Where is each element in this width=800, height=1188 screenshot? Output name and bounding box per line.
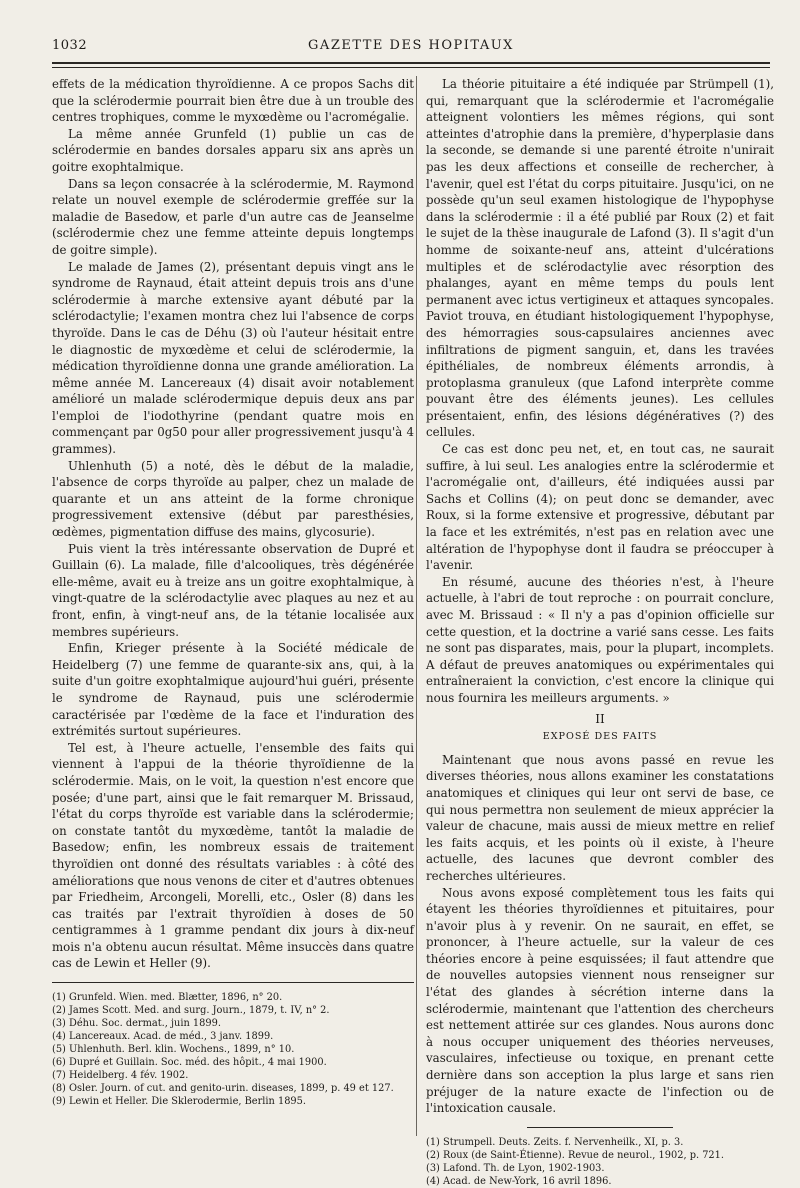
footnote: (5) Uhlenhuth. Berl. klin. Wochens., 1899, n° 10. xyxy=(52,1044,295,1056)
footnotes-right xyxy=(426,1136,774,1188)
column-divider xyxy=(416,76,417,1136)
right-column xyxy=(426,76,774,1188)
footnote: (8) Osler. Journ. of cut. and genito-urin. diseases, 1899, p. 49 et 127. xyxy=(52,1083,394,1095)
footnote: (9) Lewin et Heller. Die Sklerodermie, Berlin 1895. xyxy=(52,1096,307,1108)
footnote: (1) Grunfeld. Wien. med. Blætter, 1896, n° 20. xyxy=(52,992,283,1004)
footnote: (7) Heidelberg. 4 fév. 1902. xyxy=(52,1070,189,1082)
paragraph: Ce cas est donc peu net, et, en tout cas, ne saurait suffire, à lui seul. Les analogies entre la sclérodermie et l'acromégalie ont, d'ailleurs, été indiquées aussi par Sachs et Collins (4); on peut donc se demander, avec Roux, si la forme extensive et progressive, débutant par la face et les extrémités, n'est pas en relation avec une altération de l'hypophyse dont il faudra se préoccuper à l'avenir. xyxy=(426,442,774,573)
running-title: GAZETTE DES HOPITAUX xyxy=(308,38,514,53)
footnote-rule xyxy=(527,1127,673,1128)
footnote: (2) Roux (de Saint-Étienne). Revue de neurol., 1902, p. 721. xyxy=(426,1149,725,1161)
section-title: EXPOSÉ DES FAITS xyxy=(542,731,658,743)
footnote: (6) Dupré et Guillain. Soc. méd. des hôpit., 4 mai 1900. xyxy=(52,1057,327,1069)
paragraph: La théorie pituitaire a été indiquée par Strümpell (1), qui, remarquant que la sclérodermie et l'acromégalie atteignent volontiers les mêmes régions, qui sont atteintes d'atrophie dans la première, d'hyperplasie dans la seconde, se demande si une parenté étroite n'unirait pas les deux affections et conseille de rechercher, à l'avenir, quel est l'état du corps pituitaire. Jusqu'ici, on ne possède qu'un seul examen histologique de l'hypophyse dans la sclérodermie : il a été publié par Roux (2) et fait le sujet de la thèse inaugurale de Lafond (3). Il s'agit d'un homme de soixante-neuf ans, atteint d'ulcérations multiples et de sclérodactylie avec résorption des phalanges, ayant en même temps du pouls lent permanent avec ictus vertigineux et attaques syncopales. Paviot trouva, en étudiant histologiquement l'hypophyse, des hémorragies sous-capsulaires anciennes avec infiltrations de pigment sanguin, et, dans les travées épithéliales, de nombreux éléments arrondis, à protoplasma granuleux (que Lafond interprète comme pouvant être des éléments jeunes). Les cellules présentaient, enfin, des lésions dégénératives (?) des cellules. xyxy=(426,77,774,440)
footnote: (3) Déhu. Soc. dermat., juin 1899. xyxy=(52,1018,221,1030)
footnote-rule xyxy=(52,982,414,983)
footnote: (4) Lancereaux. Acad. de méd., 3 janv. 1899. xyxy=(52,1031,274,1043)
paragraph: En résumé, aucune des théories n'est, à l'heure actuelle, à l'abri de tout reproche : on pourrait conclure, avec M. Brissaud : « Il n'y a pas d'opinion officielle sur cette question, et la doctrine a varié sans cesse. Les faits ne sont pas disparates, mais, pour la plupart, incomplets. A défaut de preuves anatomiques ou expérimentales qui entraîneraient la conviction, c'est encore la clinique qui nous fournira les meilleurs arguments. » xyxy=(426,574,774,705)
paragraph: Tel est, à l'heure actuelle, l'ensemble des faits qui viennent à l'appui de la théorie thyroïdienne de la sclérodermie. Mais, on le voit, la question n'est encore que posée; d'une part, ainsi que le fait remarquer M. Brissaud, l'état du corps thyroïde est variable dans la sclérodermie; on constate tantôt du myxœdème, tantôt la maladie de Basedow; enfin, les nombreux essais de traitement thyroïdien ont donné des résultats variables : à côté des améliorations que nous venons de citer et d'autres obtenues par Friedheim, Arcongeli, Morelli, etc., Osler (8) dans les cas traités par l'extrait thyroïdien à doses de 50 centigrammes à 1 gramme pendant dix jours à dix-neuf mois n'a obtenu aucun résultat. Même insuccès dans quatre cas de Lewin et Heller (9). xyxy=(52,740,414,971)
paragraph: Nous avons exposé complètement tous les faits qui étayent les théories thyroïdiennes et pituitaires, pour n'avoir plus à y revenir. On ne saurait, en effet, se prononcer, à l'heure actuelle, sur la valeur de ces théories encore à peine esquissées; il faut attendre que de nouvelles autopsies viennent nous renseigner sur l'état des glandes à sécrétion interne dans la sclérodermie, maintenant que l'attention des chercheurs est nettement attirée sur ces glandes. Nous aurons donc à nous occuper uniquement des théories nerveuses, vasculaires, infectieuse ou toxique, en prenant cette dernière dans son acception la plus large et sans rien préjuger de la nature exacte de l'infection ou de l'intoxication causale. xyxy=(426,885,774,1116)
page-number: 1032 xyxy=(52,38,88,53)
footnote: (3) Lafond. Th. de Lyon, 1902-1903. xyxy=(426,1162,605,1174)
paragraph: Le malade de James (2), présentant depuis vingt ans le syndrome de Raynaud, était atteint depuis trois ans d'une sclérodermie à marche extensive ayant débuté par la sclérodactylie; l'examen montra chez lui l'absence de corps thyroïde. Dans le cas de Déhu (3) où l'auteur hésitait entre le diagnostic de myxœdème et celui de sclérodermie, la médication thyroïdienne donna une grande amélioration. La même année M. Lancereaux (4) disait avoir notablement amélioré un malade sclérodermique depuis deux ans par l'emploi de l'iodothyrine (pendant quatre mois en commençant par 0g50 pour aller progressivement jusqu'à 4 grammes). xyxy=(52,259,414,457)
page-header xyxy=(52,38,770,60)
paragraph: Uhlenhuth (5) a noté, dès le début de la maladie, l'absence de corps thyroïde au palper, chez un malade de quarante et un ans atteint de la forme chronique progressivement extensive (début par paresthésies, œdèmes, pigmentation diffuse des mains, glycosurie). xyxy=(52,458,414,540)
footnote: (4) Acad. de New-York, 16 avril 1896. xyxy=(426,1175,612,1187)
section-number: II xyxy=(595,711,605,726)
paragraph: Puis vient la très intéressante observation de Dupré et Guillain (6). La malade, fille d'alcooliques, très dégénérée elle-même, avait eu à treize ans un goitre exophtalmique, à vingt-quatre de la sclérodactylie avec plaques au nez et au front, enfin, à vingt-neuf ans, de la tétanie localisée aux membres supérieurs. xyxy=(52,541,414,639)
paragraph: effets de la médication thyroïdienne. A ce propos Sachs dit que la sclérodermie pourrait bien être due à un trouble des centres trophiques, comme le myxœdème ou l'acromégalie. xyxy=(52,77,414,125)
footnote: (2) James Scott. Med. and surg. Journ., 1879, t. IV, n° 2. xyxy=(52,1005,330,1017)
header-rule-thick xyxy=(52,62,770,64)
paragraph: Dans sa leçon consacrée à la sclérodermie, M. Raymond relate un nouvel exemple de sclérodermie greffée sur la maladie de Basedow, et parle d'un autre cas de Jeanselme (sclérodermie chez une femme atteinte depuis longtemps de goitre simple). xyxy=(52,176,414,257)
footnote: (1) Strumpell. Deuts. Zeits. f. Nervenheilk., XI, p. 3. xyxy=(426,1136,684,1148)
footnotes-left xyxy=(52,991,414,1108)
left-column xyxy=(52,76,414,1108)
paragraph: La même année Grunfeld (1) publie un cas de sclérodermie en bandes dorsales apparu six ans après un goitre exophtalmique. xyxy=(52,126,414,174)
paragraph: Maintenant que nous avons passé en revue les diverses théories, nous allons examiner les constatations anatomiques et cliniques qui leur ont servi de base, ce qui nous permettra non seulement de mieux apprécier la valeur de chacune, mais aussi de mieux mettre en relief les faits acquis, et les points où il existe, à l'heure actuelle, des lacunes que devront combler des recherches ultérieures. xyxy=(426,752,774,883)
paragraph: Enfin, Krieger présente à la Société médicale de Heidelberg (7) une femme de quarante-six ans, qui, à la suite d'un goitre exophtalmique aujourd'hui guéri, présente le syndrome de Raynaud, puis une sclérodermie caractérisée par l'œdème de la face et l'induration des extrémités surtout supérieures. xyxy=(52,641,414,739)
header-rule-thin xyxy=(52,67,770,68)
